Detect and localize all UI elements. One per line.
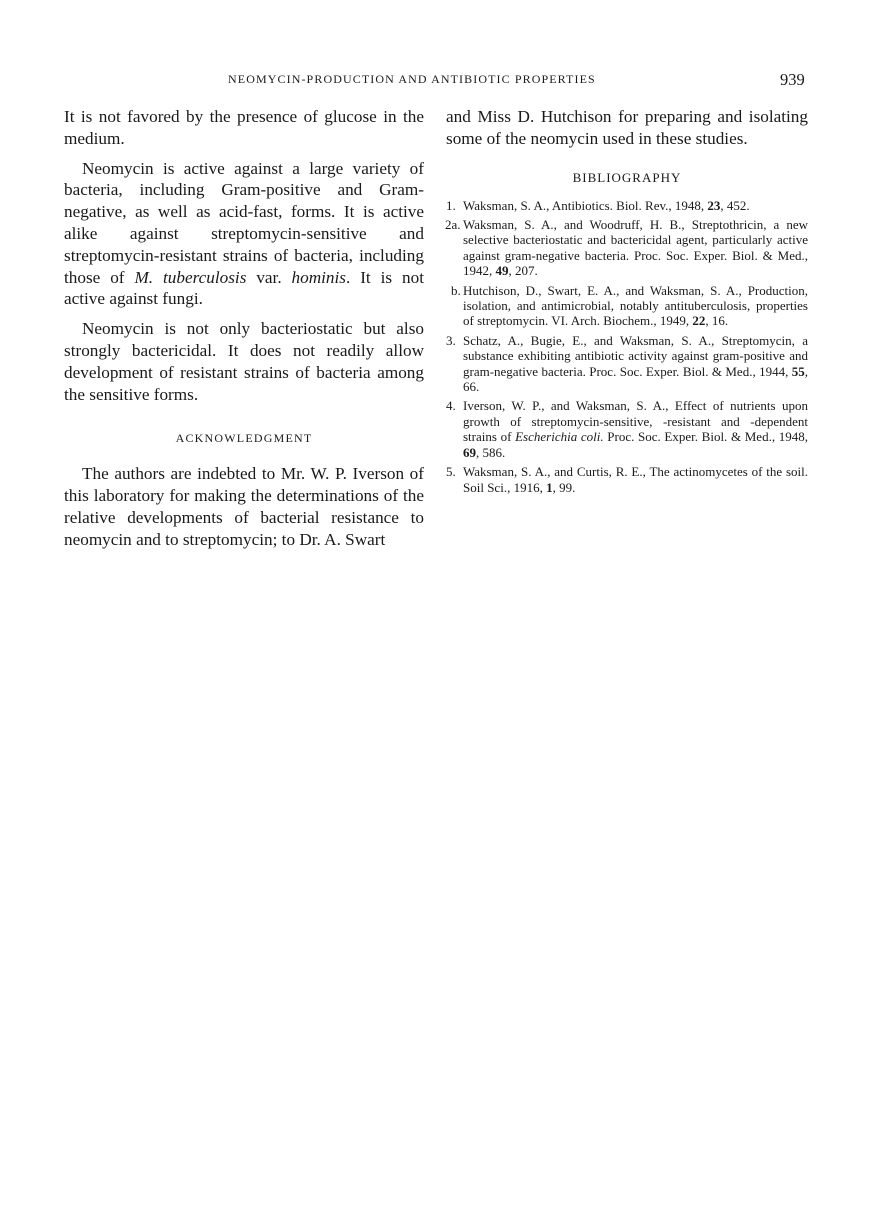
reference-number: 4. (446, 398, 456, 414)
activity-text-a: Neomycin is active against a large variety of bacteria, including Gram-positive and Gram-negative, as well as acid-fast, forms. It is active alike against streptomycin-sensitive and streptomycin-resistant strains of bacteria, including those of (64, 158, 424, 287)
reference-volume: 22 (692, 313, 706, 329)
bibliography-heading: BIBLIOGRAPHY (572, 169, 682, 185)
reference-text: Waksman, S. A., and Woodruff, H. B., Streptothricin, a new selective bacteriostatic and bactericidal agent, particularly active against gram-negative bacteria. Proc. Soc. Exper. Biol. & Med., 1942, (463, 217, 808, 279)
acknowledgment-continued: and Miss D. Hutchison for preparing and isolating some of the neomycin used in these studies. (446, 107, 808, 148)
left-column (64, 106, 424, 551)
reference-list (446, 198, 808, 495)
right-column (446, 106, 808, 499)
running-title: NEOMYCIN-PRODUCTION AND ANTIBIOTIC PROPERTIES (228, 72, 596, 86)
reference-number: 5. (446, 464, 456, 480)
reference-item (446, 464, 808, 495)
reference-pages: , 16. (705, 313, 729, 329)
species-name: M. tuberculosis (134, 267, 247, 287)
reference-item (446, 217, 808, 279)
page-number: 939 (780, 70, 805, 89)
reference-text: Hutchison, D., Swart, E. A., and Waksman, S. A., Production, isolation, and antimicrobial, notably antituberculosis, properties of streptomycin. VI. Arch. Biochem., 1949, (463, 282, 808, 329)
reference-pages: , 99. (552, 479, 576, 495)
reference-volume: 23 (707, 197, 721, 213)
paragraph-glucose: It is not favored by the presence of glucose in the medium. (64, 107, 424, 148)
reference-volume: 49 (495, 263, 509, 279)
reference-text: Proc. Soc. Exper. Biol. & Med., 1948, (603, 429, 808, 445)
reference-text: Waksman, S. A., Antibiotics. Biol. Rev., 1948, (463, 197, 708, 213)
acknowledgment-text: The authors are indebted to Mr. W. P. Iverson of this laboratory for making the determinations of the relative developments of bacterial resistance to neomycin and to streptomycin; to Dr. A. Swart (64, 464, 424, 549)
reference-item (446, 198, 808, 213)
variety-name: hominis (291, 267, 346, 287)
reference-number: 3. (446, 332, 456, 348)
reference-item (446, 283, 808, 329)
reference-pages: , 452. (720, 197, 750, 213)
reference-pages: , 586. (476, 444, 506, 460)
reference-volume: 1 (546, 479, 553, 495)
reference-text: Waksman, S. A., and Curtis, R. E., The actinomycetes of the soil. Soil Sci., 1916, (463, 464, 808, 495)
reference-number: 1. (446, 197, 456, 213)
reference-species: Escherichia coli. (515, 429, 604, 445)
reference-item (446, 333, 808, 395)
reference-volume: 55 (791, 363, 805, 379)
paragraph-activity (64, 158, 424, 311)
reference-text: Iverson, W. P., and Waksman, S. A., Effect of nutrients upon growth of streptomycin-sensitive, -resistant and -dependent strains of (463, 398, 808, 445)
reference-number: b. (451, 282, 461, 298)
activity-text-c: . It is not active against fungi. (64, 267, 424, 309)
reference-pages: , 207. (508, 263, 538, 279)
page-header (0, 70, 880, 92)
activity-text-b: var. (246, 267, 292, 287)
paragraph-bactericidal: Neomycin is not only bacteriostatic but also strongly bactericidal. It does not readily allow development of resistant strains of bacteria among the sensitive forms. (64, 319, 424, 404)
reference-volume: 69 (463, 444, 476, 460)
acknowledgment-heading: ACKNOWLEDGMENT (175, 431, 313, 446)
reference-pages: , 66. (463, 363, 808, 395)
reference-number: 2a. (445, 217, 461, 232)
reference-text: Schatz, A., Bugie, E., and Waksman, S. A., Streptomycin, a substance exhibiting antibiotic activity against gram-positive and gram-negative bacteria. Proc. Soc. Exper. Biol. & Med., 1944, (463, 332, 808, 379)
reference-item (446, 398, 808, 460)
